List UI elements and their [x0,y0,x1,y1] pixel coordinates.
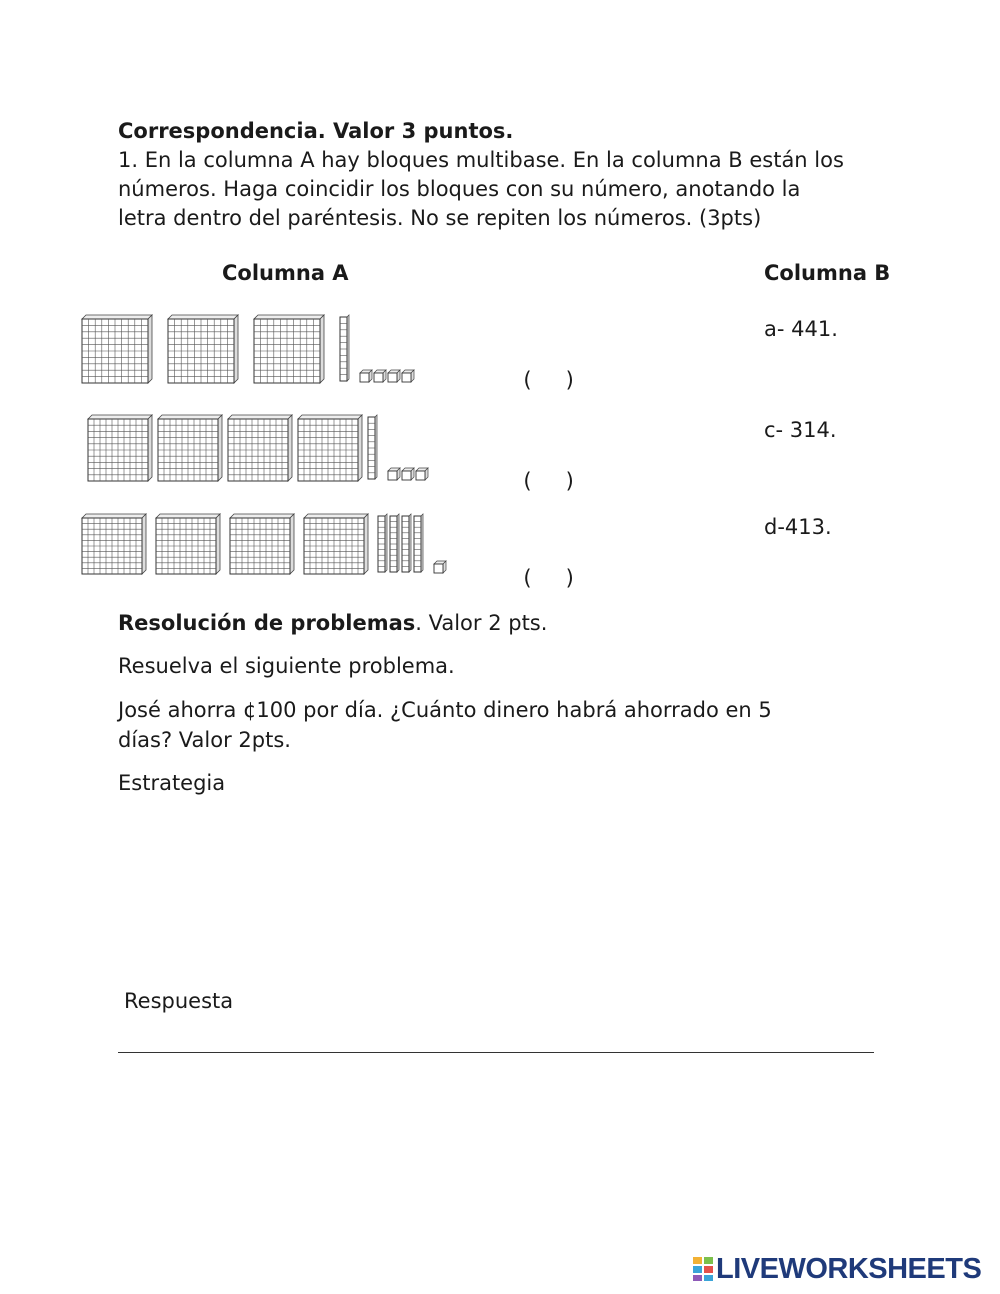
unit-cube-block [388,370,400,382]
problem-text-line-1: José ahorra ¢100 por día. ¿Cuánto dinero habrá ahorrado en 5 [118,698,772,722]
column-a-header: Columna A [222,261,349,285]
column-b-option-1: a- 441. [764,317,838,341]
base-ten-blocks-row-2 [88,415,468,483]
liveworksheets-logo [692,1254,981,1284]
problem-prompt: Resuelva el siguiente problema. [118,654,455,678]
problem-text-line-2: días? Valor 2pts. [118,728,291,752]
paren-open: ( [523,469,532,493]
ten-rod-block [340,315,349,381]
ten-rod-block [414,514,423,572]
unit-cube-block [360,370,372,382]
column-b-header: Columna B [764,261,891,285]
unit-cube-block [402,468,414,480]
hundred-flat-block [298,415,362,481]
ten-rod-block [402,514,411,572]
section-2-title-bold: Resolución de problemas [118,611,416,635]
hundred-flat-block [88,415,152,481]
section-2-title-rest: . Valor 2 pts. [415,611,548,635]
ten-rod-block [390,514,399,572]
instruction-line-2: números. Haga coincidir los bloques con su número, anotando la [118,177,801,201]
paren-open: ( [523,566,532,590]
instruction-line-3: letra dentro del paréntesis. No se repiten los números. (3pts) [118,206,762,230]
hundred-flat-block [82,514,146,574]
strategy-label: Estrategia [118,771,226,795]
unit-cube-block [374,370,386,382]
column-b-option-2: c- 314. [764,418,837,442]
answer-parentheses-row-1[interactable] [510,344,574,392]
hundred-flat-block [230,514,294,574]
unit-cube-block [416,468,428,480]
hundred-flat-block [304,514,368,574]
section-title: Correspondencia. Valor 3 puntos. [118,119,514,143]
paren-close: ) [565,566,574,590]
hundred-flat-block [158,415,222,481]
answer-parentheses-row-2[interactable] [510,445,574,493]
ten-rod-block [368,415,377,479]
unit-cube-block [402,370,414,382]
hundred-flat-block [168,315,238,383]
paren-open: ( [523,368,532,392]
column-b-option-3: d-413. [764,515,832,539]
paren-close: ) [565,469,574,493]
base-ten-blocks-row-3 [82,514,462,580]
ten-rod-block [378,514,387,572]
hundred-flat-block [156,514,220,574]
paren-close: ) [565,368,574,392]
answer-line [118,1052,874,1053]
hundred-flat-block [228,415,292,481]
instruction-line-1: 1. En la columna A hay bloques multibase. En la columna B están los [118,148,844,172]
hundred-flat-block [82,315,152,383]
answer-parentheses-row-3[interactable] [510,542,574,590]
base-ten-blocks-row-1 [82,315,442,387]
unit-cube-block [388,468,400,480]
answer-label: Respuesta [124,989,234,1013]
unit-cube-block [434,561,446,573]
section-2-title [118,609,547,638]
liveworksheets-logo-text: LIVEWORKSHEETS [716,1252,982,1285]
answer-input[interactable] [124,1018,864,1048]
hundred-flat-block [254,315,324,383]
liveworksheets-logo-icon [692,1256,714,1282]
